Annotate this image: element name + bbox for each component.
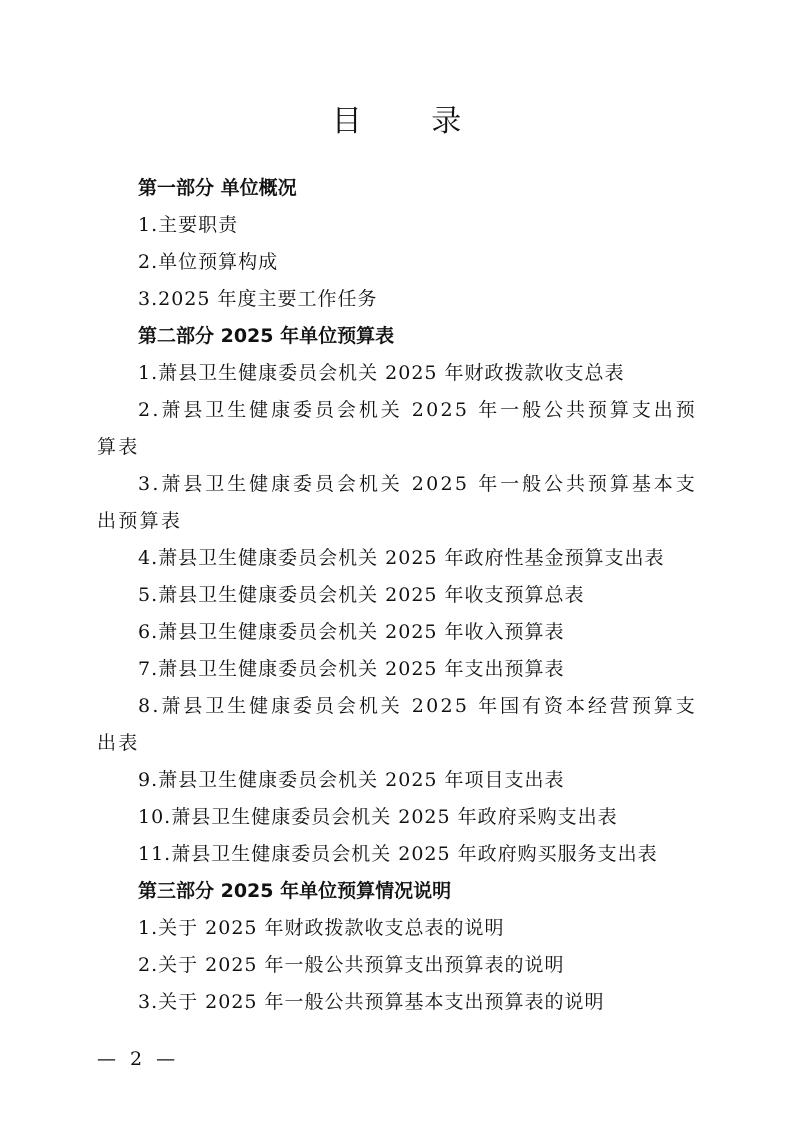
toc-entry: 1.关于 2025 年财政拨款收支总表的说明	[138, 917, 505, 939]
toc-entry: 5.萧县卫生健康委员会机关 2025 年收支预算总表	[138, 584, 585, 606]
toc-entry: 1.主要职责	[138, 214, 239, 236]
toc-entry: 9.萧县卫生健康委员会机关 2025 年项目支出表	[138, 769, 565, 791]
toc-entry: 11.萧县卫生健康委员会机关 2025 年政府购买服务支出表	[138, 843, 658, 865]
section-heading-part-3: 第三部分 2025 年单位预算情况说明	[138, 880, 452, 902]
toc-entry: 2.单位预算构成	[138, 251, 279, 273]
section-heading-part-2: 第二部分 2025 年单位预算表	[138, 325, 395, 347]
page-title: 目 录	[331, 104, 492, 139]
toc-entry: 2.萧县卫生健康委员会机关 2025 年一般公共预算支出预算表	[97, 399, 697, 458]
toc-entry: 3.2025 年度主要工作任务	[138, 288, 378, 310]
toc-entry: 3.萧县卫生健康委员会机关 2025 年一般公共预算基本支出预算表	[97, 473, 697, 532]
toc-entry: 8.萧县卫生健康委员会机关 2025 年国有资本经营预算支出表	[97, 695, 697, 754]
toc-entry: 7.萧县卫生健康委员会机关 2025 年支出预算表	[138, 658, 565, 680]
toc-entry: 1.萧县卫生健康委员会机关 2025 年财政拨款收支总表	[138, 362, 625, 384]
toc-entry: 6.萧县卫生健康委员会机关 2025 年收入预算表	[138, 621, 565, 643]
toc-entry: 10.萧县卫生健康委员会机关 2025 年政府采购支出表	[138, 806, 618, 828]
table-of-contents	[97, 170, 697, 1021]
page-number: — 2 —	[97, 1048, 180, 1070]
toc-entry: 2.关于 2025 年一般公共预算支出预算表的说明	[138, 954, 565, 976]
section-heading-part-1: 第一部分 单位概况	[138, 177, 297, 199]
toc-entry: 4.萧县卫生健康委员会机关 2025 年政府性基金预算支出表	[138, 547, 665, 569]
toc-entry: 3.关于 2025 年一般公共预算基本支出预算表的说明	[138, 991, 605, 1013]
